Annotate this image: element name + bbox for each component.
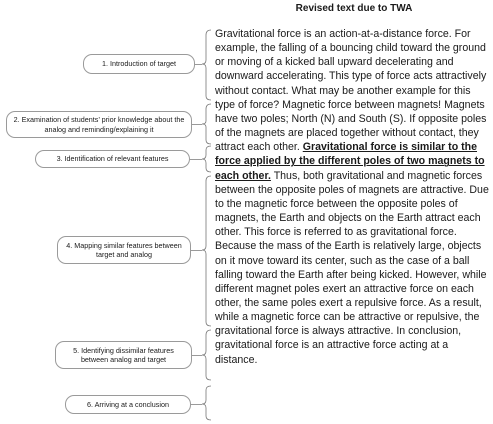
step-2-box — [6, 111, 192, 138]
step-2-label: 2. Examination of students’ prior knowledge about the analog and reminding/explaining it — [13, 115, 185, 134]
bracket-6 — [202, 386, 211, 420]
step-2-connector — [192, 124, 202, 125]
step-5-connector — [192, 355, 202, 356]
step-3-label: 3. Identification of relevant features — [56, 154, 169, 164]
step-3-connector — [190, 159, 202, 160]
bracket-5 — [202, 330, 211, 380]
step-4-box — [57, 236, 191, 264]
step-6-box — [65, 395, 191, 414]
step-5-label: 5. Identifying dissimilar features between analog and target — [73, 345, 174, 364]
bracket-2 — [202, 104, 211, 144]
bracket-3 — [202, 146, 211, 172]
step-3-box — [35, 150, 190, 168]
text-part-2: Thus, both gravitational and magnetic forces between the opposite poles of magnets are attractive. Due to the magnetic force between the opposite poles of magnets, the Earth and objects on the Earth attract each other. This force is referred to as gravitational force. Because the mass of the Earth is relatively large, objects on it move toward its center, such as the case of a ball falling toward the Earth after being kicked. However, while different magnet poles exert an attractive force on each other, the same poles exert a repulsive force. As a result, while a magnetic force can be attractive or repulsive, the gravitational force is always attractive. In conclusion, gravitational force is an attractive force acting at a distance. — [215, 169, 489, 366]
page-title: Revised text due to TWA — [295, 3, 413, 14]
step-1-box — [83, 54, 195, 74]
step-1-connector — [195, 64, 202, 65]
step-6-connector — [191, 404, 202, 405]
step-1-label: 1. Introduction of target — [102, 59, 176, 69]
step-4-connector — [191, 250, 202, 251]
bracket-4 — [202, 176, 211, 326]
bracket-1 — [202, 30, 211, 100]
step-6-label: 6. Arriving at a conclusion — [87, 399, 169, 409]
revised-text — [215, 27, 491, 367]
step-5-box — [55, 341, 192, 369]
key-statement: Gravitational force is similar to the force applied by the different poles of two magnets to each other. — [215, 141, 485, 182]
step-4-label: 4. Mapping similar features between target and analog — [66, 240, 182, 259]
text-part-1: Gravitational force is an action-at-a-distance force. For example, the falling of a bouncing child toward the ground or moving of a kicked ball upward decelerating and downward accelerating. This type of force acts attractively without contact. What may be another example for this type of force? Magnetic force between magnets! Magnets have two poles; North (N) and South (S). If opposite poles of the magnets are placed together without contact, they attract each other. — [215, 28, 487, 154]
